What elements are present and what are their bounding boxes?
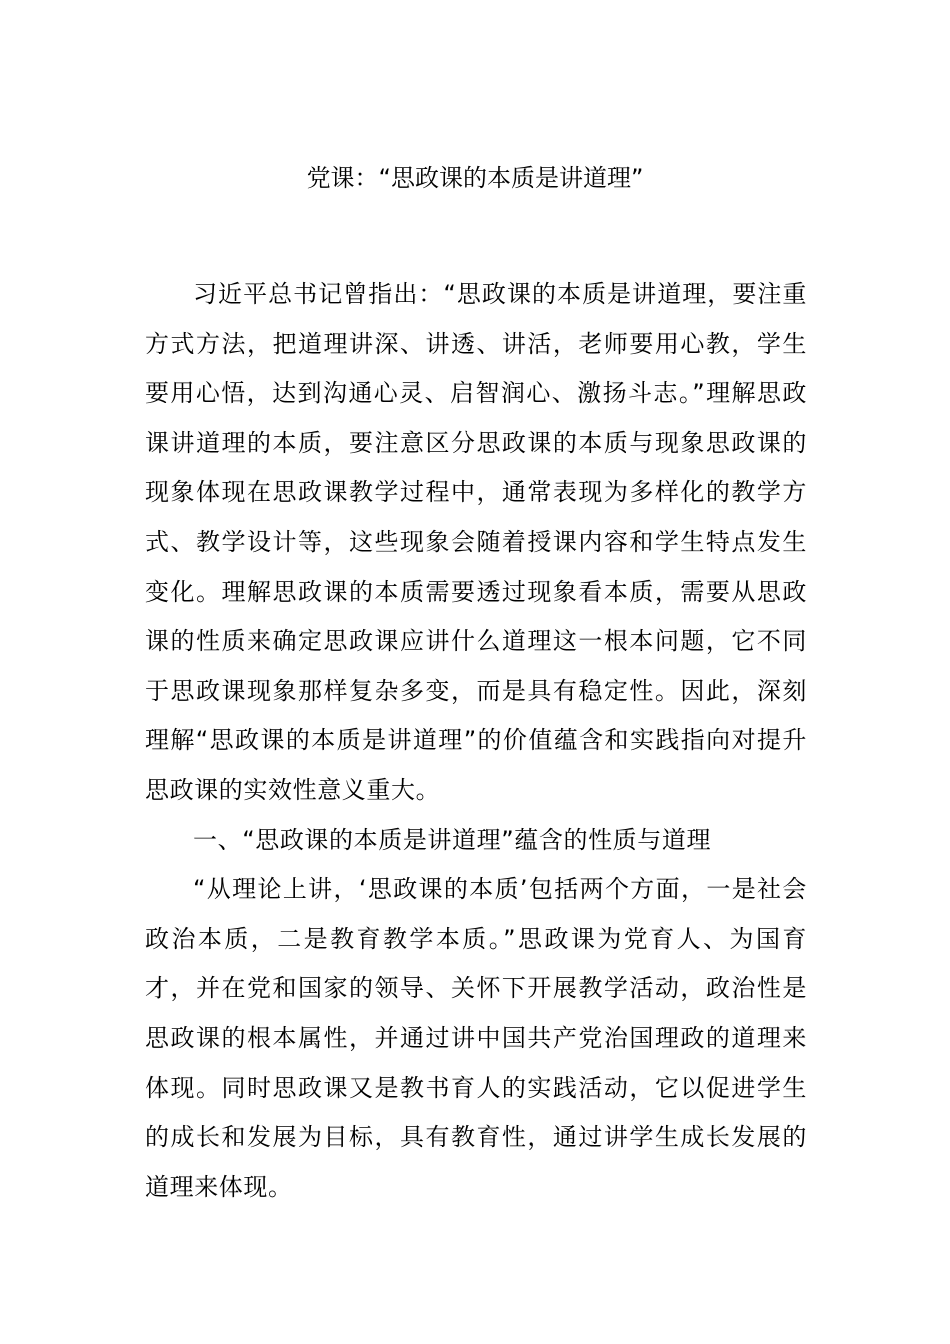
paragraph-section-one: “从理论上讲，‘思政课的本质’包括两个方面，一是社会政治本质，二是教育教学本质。”思政课为党育人、为国育才，并在党和国家的领导、关怀下开展教学活动，政治性是思政课的根本属性，并通过讲中国共产党治国理政的道理来体现。同时思政课又是教书育人的实践活动，它以促进学生的成长和发展为目标，具有教育性，通过讲学生成长发展的道理来体现。 bbox=[145, 875, 807, 1201]
document-title: 党课：“思政课的本质是讲道理” bbox=[306, 164, 644, 192]
document-body bbox=[145, 270, 807, 1212]
paragraph-intro: 习近平总书记曾指出：“思政课的本质是讲道理，要注重方式方法，把道理讲深、讲透、讲活，老师要用心教，学生要用心悟，达到沟通心灵、启智润心、激扬斗志。”理解思政课讲道理的本质，要注意区分思政课的本质与现象思政课的现象体现在思政课教学过程中，通常表现为多样化的教学方式、教学设计等，这些现象会随着授课内容和学生特点发生变化。理解思政课的本质需要透过现象看本质，需要从思政课的性质来确定思政课应讲什么道理这一根本问题，它不同于思政课现象那样复杂多变，而是具有稳定性。因此，深刻理解“思政课的本质是讲道理”的价值蕴含和实践指向对提升思政课的实效性意义重大。 bbox=[145, 280, 807, 804]
section-heading-one: 一、“思政课的本质是讲道理”蕴含的性质与道理 bbox=[193, 825, 712, 854]
